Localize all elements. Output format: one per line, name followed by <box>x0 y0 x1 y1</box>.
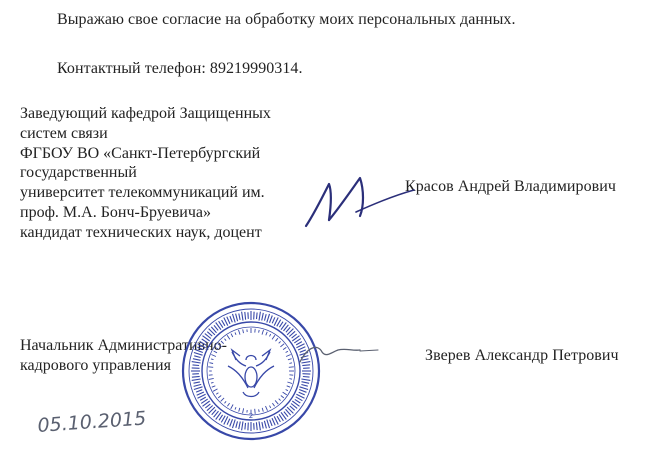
stamp-lettering-mark <box>287 407 293 413</box>
stamp-lettering-mark <box>287 386 291 387</box>
stamp-lettering-mark <box>227 419 230 425</box>
stamp-lettering-mark <box>286 355 291 357</box>
stamp-lettering-mark <box>286 351 288 352</box>
stamp-lettering-mark <box>294 339 301 343</box>
stamp-lettering-mark <box>230 316 232 322</box>
stamp-lettering-mark <box>301 362 310 363</box>
stamp-lettering-mark <box>296 394 304 398</box>
stamp-lettering-mark <box>214 411 219 417</box>
stamp-lettering-mark <box>290 406 295 410</box>
stamp-lettering-mark <box>287 329 293 335</box>
stamp-lettering-mark <box>219 321 223 328</box>
stamp-lettering-mark <box>301 356 309 358</box>
stamp-lettering-mark <box>209 407 215 413</box>
stamp-lettering-mark <box>227 335 230 339</box>
stamp-lettering-mark <box>262 408 263 412</box>
stamp-lettering-mark <box>292 336 299 341</box>
stamp-lettering-mark <box>259 421 260 430</box>
stamp-lettering-mark <box>192 376 200 377</box>
chief-signatory-title <box>20 336 227 376</box>
stamp-lettering-mark <box>243 408 244 413</box>
stamp-lettering-mark <box>281 396 284 398</box>
stamp-lettering-mark <box>262 313 264 321</box>
stamp-lettering-mark <box>205 404 210 408</box>
stamp-lettering-mark <box>236 421 238 427</box>
stamp-lettering-mark <box>235 332 236 334</box>
stamp-lettering-mark <box>242 421 243 430</box>
stamp-center-number: 2 <box>248 412 254 420</box>
stamp-lettering-mark <box>200 397 206 400</box>
stamp-lettering-mark <box>266 406 268 411</box>
stamp-lettering-mark <box>255 409 256 414</box>
stamp-lettering-mark <box>194 384 202 386</box>
stamp-lettering-mark <box>243 329 244 333</box>
head-title-line: проф. М.А. Бонч-Бруевича» <box>20 203 211 221</box>
head-title-line: систем связи <box>20 124 108 142</box>
stamp-lettering-mark <box>279 414 283 421</box>
stamp-lettering-mark <box>201 399 208 403</box>
stamp-lettering-mark <box>289 331 295 336</box>
stamp-lettering-mark <box>225 401 227 403</box>
stamp-lettering-mark <box>270 316 273 323</box>
stamp-lettering-mark <box>296 344 304 348</box>
stamp-lettering-mark <box>275 400 278 404</box>
stamp-lettering-mark <box>270 406 271 408</box>
stamp-lettering-mark <box>207 406 213 411</box>
head-title-line: Заведующий кафедрой Защищенных <box>20 105 271 122</box>
stamp-lettering-mark <box>298 347 305 350</box>
stamp-lettering-mark <box>302 382 310 384</box>
stamp-lettering-mark <box>292 401 299 406</box>
stamp-lettering-mark <box>239 408 240 412</box>
stamp-lettering-mark <box>281 323 286 330</box>
stamp-lettering-mark <box>287 382 292 384</box>
stamp-lettering-mark <box>194 382 200 383</box>
stamp-lettering-mark <box>230 419 233 426</box>
stamp-lettering-mark <box>227 403 229 406</box>
head-title-line: ФГБОУ ВО «Санкт-Петербургский <box>20 144 261 162</box>
stamp-lettering-mark <box>276 338 278 341</box>
stamp-lettering-mark <box>274 416 278 424</box>
stamp-lettering-mark <box>272 335 275 339</box>
stamp-lettering-mark <box>303 377 310 378</box>
stamp-lettering-mark <box>296 342 302 345</box>
handwritten-date-text: 05.10.2015 <box>36 407 147 437</box>
stamp-lettering-mark <box>302 365 310 366</box>
stamp-lettering-mark <box>264 421 266 429</box>
stamp-lettering-mark <box>197 392 204 395</box>
head-title-line: кандидат технических наук, доцент <box>20 223 262 241</box>
stamp-lettering-mark <box>300 387 309 390</box>
stamp-lettering-mark <box>216 393 218 394</box>
stamp-lettering-mark <box>277 320 281 327</box>
stamp-lettering-mark <box>218 396 221 398</box>
stamp-lettering-mark <box>239 422 241 430</box>
stamp-lettering-mark <box>194 387 203 390</box>
stamp-lettering-mark <box>272 403 274 406</box>
stamp-lettering-mark <box>245 312 246 320</box>
stamp-lettering-mark <box>299 390 306 393</box>
stamp-lettering-mark <box>267 314 270 323</box>
stamp-lettering-mark <box>299 392 305 395</box>
stamp-lettering-mark <box>300 350 306 352</box>
stamp-lettering-mark <box>288 359 292 360</box>
chief-title-line: кадрового управления <box>20 356 171 374</box>
stamp-lettering-mark <box>272 418 275 425</box>
eagle-emblem <box>228 350 274 397</box>
stamp-lettering-mark <box>302 359 308 360</box>
chief-signatory-name: Зверев Александр Петрович <box>425 347 619 364</box>
chief-title-line: Начальник Административно- <box>20 337 227 354</box>
stamp-lettering-mark <box>209 329 215 335</box>
stamp-lettering-mark <box>301 379 310 380</box>
stamp-lettering-mark <box>259 409 260 412</box>
stamp-lettering-mark <box>196 390 202 392</box>
stamp-lettering-mark <box>279 399 281 401</box>
stamp-lettering-mark <box>192 379 201 380</box>
stamp-lettering-mark <box>286 390 288 391</box>
head-signatory-title <box>20 104 271 243</box>
stamp-lettering-mark <box>211 327 216 333</box>
stamp-lettering-mark <box>277 416 280 422</box>
stamp-lettering-mark <box>272 317 275 323</box>
head-title-line: государственный <box>20 164 137 182</box>
stamp-lettering-mark <box>289 379 292 380</box>
stamp-lettering-mark <box>214 325 218 330</box>
stamp-lettering-mark <box>216 412 221 419</box>
stamp-lettering-mark <box>233 420 236 429</box>
stamp-lettering-mark <box>224 416 228 424</box>
stamp-lettering-mark <box>289 367 294 368</box>
stamp-lettering-mark <box>286 409 291 415</box>
stamp-lettering-mark <box>270 420 272 426</box>
stamp-lettering-mark <box>291 404 297 409</box>
stamp-lettering-mark <box>231 334 233 337</box>
contact-phone: Контактный телефон: 89219990314. <box>57 60 303 77</box>
stamp-lettering-mark <box>222 320 225 326</box>
stamp-lettering-mark <box>209 378 214 379</box>
stamp-lettering-mark <box>281 412 286 419</box>
stamp-lettering-mark <box>198 394 206 398</box>
stamp-lettering-mark <box>213 389 217 391</box>
stamp-lettering-mark <box>292 334 297 338</box>
stamp-lettering-mark <box>259 330 260 333</box>
stamp-lettering-mark <box>279 341 281 343</box>
stamp-lettering-mark <box>283 392 287 395</box>
consent-statement: Выражаю свое согласие на обработку моих персональных данных. <box>57 11 516 28</box>
stamp-lettering-mark <box>235 407 236 409</box>
stamp-lettering-mark <box>256 422 257 430</box>
stamp-lettering-mark <box>262 330 264 335</box>
stamp-lettering-mark <box>245 423 246 430</box>
stamp-lettering-mark <box>239 314 240 320</box>
stamp-lettering-mark <box>280 344 284 347</box>
stamp-lettering-mark <box>300 353 309 356</box>
stamp-lettering-mark <box>242 312 243 321</box>
stamp-lettering-mark <box>233 314 236 323</box>
handwritten-date <box>37 407 147 437</box>
stamp-lettering-mark <box>274 318 278 326</box>
stamp-lettering-mark <box>224 318 228 326</box>
stamp-lettering-mark <box>221 416 225 423</box>
stamp-lettering-mark <box>203 401 210 406</box>
chief-signature <box>300 347 378 362</box>
stamp-lettering-mark <box>239 330 241 335</box>
stamp-lettering-mark <box>219 415 223 421</box>
stamp-lettering-mark <box>212 410 216 415</box>
stamp-lettering-mark <box>227 317 230 324</box>
stamp-lettering-mark <box>221 398 225 402</box>
head-title-line: университет телекоммуникаций им. <box>20 184 265 202</box>
stamp-lettering-mark <box>257 313 258 320</box>
head-signatory-name: Красов Андрей Владимирович <box>405 178 616 195</box>
stamp-lettering-mark <box>301 385 307 387</box>
stamp-lettering-mark <box>279 322 283 328</box>
stamp-lettering-mark <box>216 323 221 330</box>
stamp-lettering-mark <box>295 399 301 403</box>
stamp-lettering-mark <box>270 334 271 336</box>
stamp-lettering-mark <box>267 420 270 429</box>
stamp-lettering-mark <box>259 312 260 321</box>
head-signature <box>306 178 414 226</box>
stamp-lettering-mark <box>284 412 288 417</box>
stamp-lettering-mark <box>211 382 214 383</box>
stamp-lettering-mark <box>283 347 286 349</box>
stamp-lettering-mark <box>286 327 290 332</box>
stamp-lettering-mark <box>266 332 267 336</box>
stamp-lettering-mark <box>212 386 216 387</box>
stamp-lettering-mark <box>262 422 263 428</box>
stamp-lettering-mark <box>296 397 303 401</box>
stamp-lettering-mark <box>289 363 292 364</box>
stamp-lettering-mark <box>265 314 267 320</box>
stamp-lettering-mark <box>284 325 289 331</box>
stamp-lettering-mark <box>236 314 238 322</box>
stamp-lettering-mark <box>231 405 233 409</box>
